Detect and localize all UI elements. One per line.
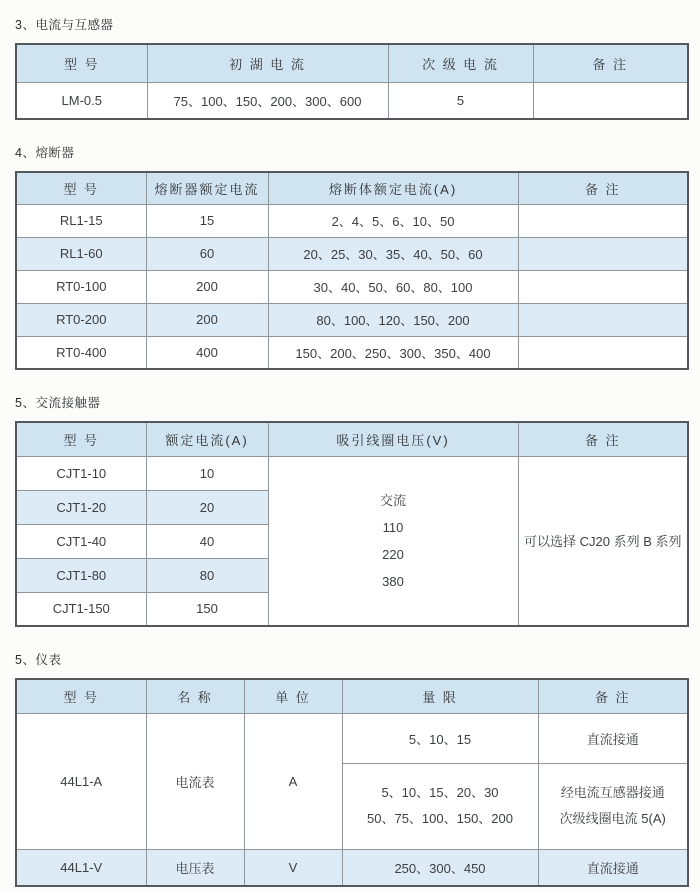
cell-fuselink-ratings: 2、4、5、6、10、50 — [268, 204, 518, 237]
cell-rated-current: 60 — [146, 237, 268, 270]
cell-unit-merged: A — [244, 713, 342, 849]
table-row — [16, 336, 688, 369]
cell-rated-current: 15 — [146, 204, 268, 237]
table-header-row — [16, 679, 688, 713]
cell-model: RT0-400 — [16, 336, 146, 369]
cell-name: 电压表 — [146, 849, 244, 886]
header-remark: 备 注 — [538, 679, 688, 713]
table-row — [16, 456, 688, 490]
header-range: 量 限 — [342, 679, 538, 713]
cell-rated-current: 200 — [146, 270, 268, 303]
table-row — [16, 270, 688, 303]
header-name: 名 称 — [146, 679, 244, 713]
header-remark: 备 注 — [518, 422, 688, 456]
cell-primary-current: 75、100、150、200、300、600 — [147, 82, 388, 119]
cell-rated-current: 80 — [146, 558, 268, 592]
cell-model: CJT1-10 — [16, 456, 146, 490]
table-header-row — [16, 422, 688, 456]
cell-rated-current: 400 — [146, 336, 268, 369]
cell-model-merged: 44L1-A — [16, 713, 146, 849]
cell-model: RL1-15 — [16, 204, 146, 237]
cell-remark — [518, 237, 688, 270]
table-row — [16, 237, 688, 270]
cell-remark — [518, 303, 688, 336]
table-row — [16, 204, 688, 237]
cell-model: 44L1-V — [16, 849, 146, 886]
header-primary-current: 初 湖 电 流 — [147, 44, 388, 82]
header-model: 型 号 — [16, 422, 146, 456]
cell-range: 5、10、15 — [342, 713, 538, 763]
cell-model: CJT1-80 — [16, 558, 146, 592]
cell-remark: 直流接通 — [538, 713, 688, 763]
cell-model: CJT1-20 — [16, 490, 146, 524]
header-fuse-rated-current: 熔断器额定电流 — [146, 172, 268, 204]
header-rated-current: 额定电流(A) — [146, 422, 268, 456]
cell-rated-current: 150 — [146, 592, 268, 626]
table-row — [16, 82, 688, 119]
cell-model: RL1-60 — [16, 237, 146, 270]
range-line: 5、10、15、20、30 — [381, 785, 499, 800]
remark-line: 经电流互感器接通 — [560, 785, 665, 800]
cell-remark — [518, 270, 688, 303]
cell-model: RT0-100 — [16, 270, 146, 303]
table-instruments — [15, 678, 689, 887]
header-remark: 备 注 — [533, 44, 688, 82]
table-row — [16, 303, 688, 336]
cell-remark: 直流接通 — [538, 849, 688, 886]
cell-secondary-current: 5 — [388, 82, 533, 119]
header-fuselink-rated-current: 熔断体额定电流(A) — [268, 172, 518, 204]
cell-rated-current: 20 — [146, 490, 268, 524]
cell-rated-current: 10 — [146, 456, 268, 490]
cell-model: CJT1-40 — [16, 524, 146, 558]
table-fuse — [15, 171, 689, 370]
cell-remark — [518, 336, 688, 369]
cell-model: CJT1-150 — [16, 592, 146, 626]
range-line: 50、75、100、150、200 — [367, 811, 513, 826]
cell-coil-voltage-merged — [268, 456, 518, 626]
header-model: 型 号 — [16, 679, 146, 713]
header-model: 型 号 — [16, 44, 147, 82]
section-title-current-transformer: 3、电流与互感器 — [15, 18, 114, 32]
cell-range — [342, 763, 538, 849]
cell-name-merged: 电流表 — [146, 713, 244, 849]
voltage-line: 380 — [382, 573, 404, 589]
cell-rated-current: 200 — [146, 303, 268, 336]
table-header-row — [16, 44, 688, 82]
cell-range: 250、300、450 — [342, 849, 538, 886]
section-title-instruments: 5、仪表 — [15, 653, 62, 667]
table-row-voltmeter — [16, 849, 688, 886]
table-current-transformer — [15, 43, 689, 120]
header-unit: 单 位 — [244, 679, 342, 713]
header-model: 型 号 — [16, 172, 146, 204]
cell-fuselink-ratings: 30、40、50、60、80、100 — [268, 270, 518, 303]
cell-fuselink-ratings: 80、100、120、150、200 — [268, 303, 518, 336]
section-title-fuse: 4、熔断器 — [15, 146, 75, 160]
table-ac-contactor — [15, 421, 689, 627]
voltage-line: 110 — [382, 519, 404, 535]
cell-remark — [518, 204, 688, 237]
cell-model: RT0-200 — [16, 303, 146, 336]
cell-model: LM-0.5 — [16, 82, 147, 119]
cell-fuselink-ratings: 150、200、250、300、350、400 — [268, 336, 518, 369]
cell-unit: V — [244, 849, 342, 886]
cell-remark-merged: 可以选择 CJ20 系列 B 系列 — [518, 456, 688, 626]
section-title-ac-contactor: 5、交流接触器 — [15, 396, 101, 410]
table-row-ammeter-1 — [16, 713, 688, 763]
voltage-line: 交流 — [379, 492, 406, 508]
cell-fuselink-ratings: 20、25、30、35、40、50、60 — [268, 237, 518, 270]
voltage-line: 220 — [382, 546, 404, 562]
cell-remark — [538, 763, 688, 849]
header-coil-voltage: 吸引线圈电压(V) — [268, 422, 518, 456]
remark-line: 次级线圈电流 5(A) — [559, 811, 666, 826]
cell-rated-current: 40 — [146, 524, 268, 558]
cell-remark — [533, 82, 688, 119]
table-header-row — [16, 172, 688, 204]
header-remark: 备 注 — [518, 172, 688, 204]
header-secondary-current: 次 级 电 流 — [388, 44, 533, 82]
